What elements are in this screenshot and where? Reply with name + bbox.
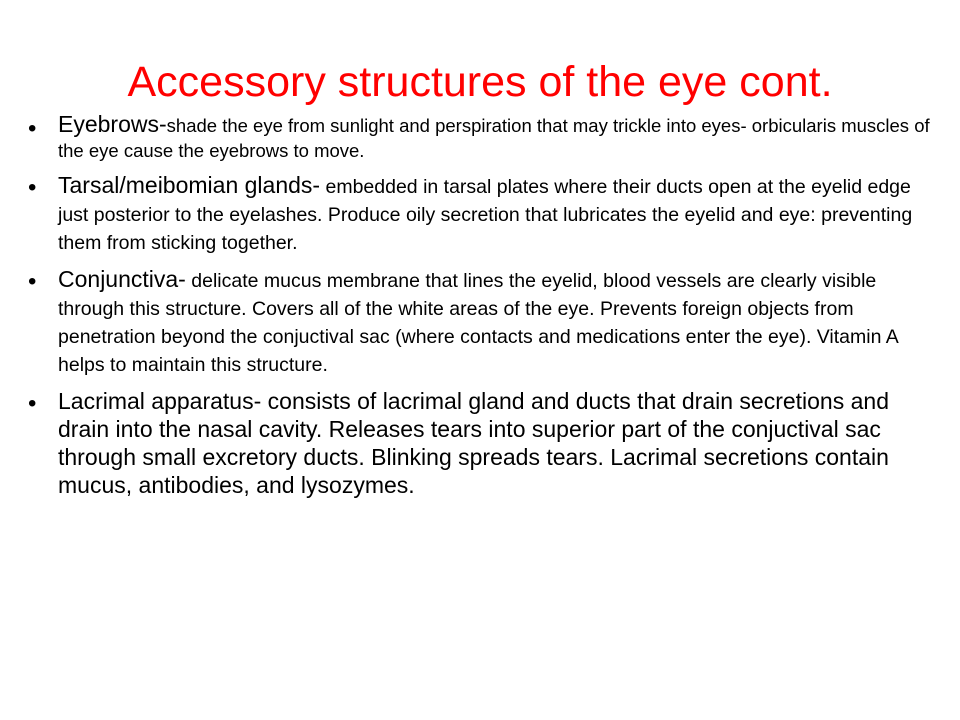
bullet-eyebrows — [28, 112, 940, 163]
bullet-conjunctiva — [28, 265, 940, 379]
bullet-marker: • — [28, 390, 37, 417]
bullet-term: Tarsal/meibomian glands- — [58, 172, 321, 198]
bullet-lacrimal-apparatus — [28, 387, 940, 499]
bullet-term: Eyebrows- — [58, 111, 167, 137]
slide-title: Accessory structures of the eye cont. — [127, 58, 833, 106]
bullet-term: Lacrimal apparatus- — [58, 388, 262, 414]
bullet-tarsal-glands — [28, 171, 940, 257]
bullet-description: consists of lacrimal gland and ducts that drain secretions and drain into the nasal cavity. Releases tears into superior part of the conjuctival sac through small excretory ducts. Blinking spreads tears. Lacrimal secretions contain mucus, antibodies, and lysozymes. — [58, 388, 889, 498]
bullet-description: delicate mucus membrane that lines the eyelid, blood vessels are clearly visible through this structure. Covers all of the white areas of the eye. Prevents foreign objects from penetration beyond the conjuctival sac (where contacts and medications enter the eye). Vitamin A helps to maintain this structure. — [58, 270, 898, 376]
bullet-marker: • — [28, 174, 37, 201]
bullet-description: embedded in tarsal plates where their ducts open at the eyelid edge just posterior to the eyelashes. Produce oily secretion that lubricates the eyelid and eye: preventing them from sticking together. — [58, 176, 913, 254]
bullet-list — [28, 112, 940, 507]
bullet-marker: • — [28, 115, 37, 142]
bullet-description: shade the eye from sunlight and perspiration that may trickle into eyes- orbicularis muscles of the eye cause the eyebrows to move. — [58, 115, 930, 161]
bullet-marker: • — [28, 268, 37, 295]
bullet-term: Conjunctiva- — [58, 266, 186, 292]
